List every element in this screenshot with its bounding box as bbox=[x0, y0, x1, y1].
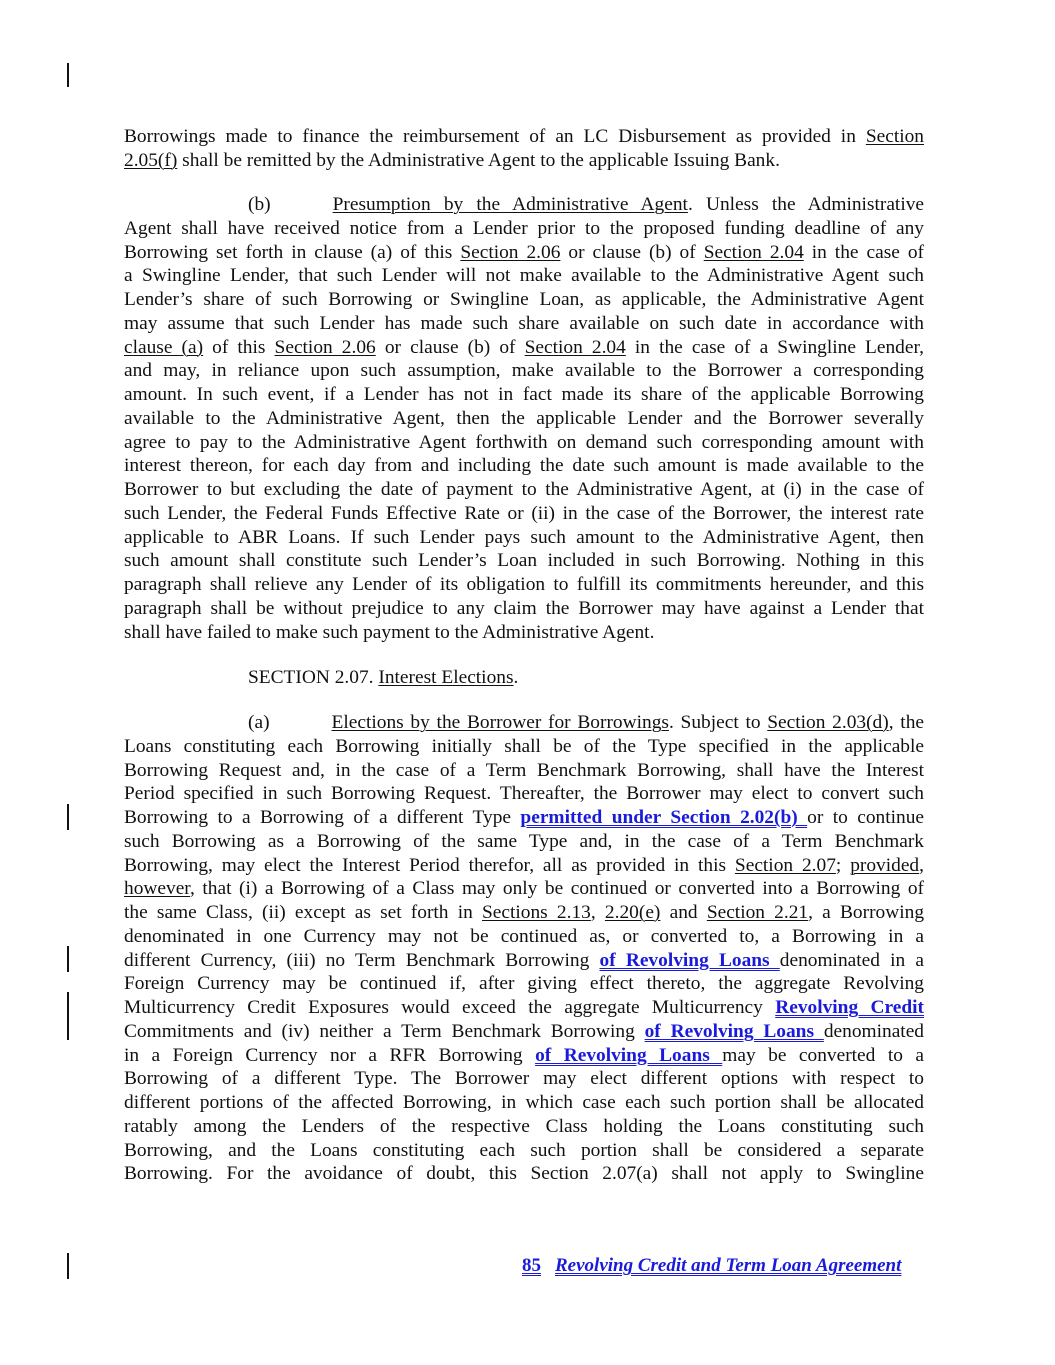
text-run: Borrowing, may elect the Interest Period therefor, all as provided in this bbox=[124, 854, 735, 876]
section-reference: clause (a) bbox=[124, 336, 204, 358]
section-reference: 2.20(e) bbox=[604, 902, 661, 923]
text-line: Borrowing. For the avoidance of doubt, this Section 2.07(a) shall not apply to Swingline bbox=[124, 1163, 924, 1185]
text-run: or to continue bbox=[807, 807, 924, 828]
section-reference: Sections 2.13 bbox=[482, 902, 591, 923]
inserted-text-link[interactable]: of Revolving Loans bbox=[644, 1020, 824, 1042]
text-run: Multicurrency Credit Exposures would exceed the aggregate Multicurrency bbox=[124, 997, 776, 1018]
text-run: . bbox=[513, 667, 519, 688]
paragraph-b bbox=[124, 193, 924, 644]
clause-label: (b) bbox=[248, 194, 271, 215]
text-line: such amount shall constitute such Lender’s Loan included in such Borrowing. Nothing in this bbox=[124, 550, 924, 572]
text-run: in a Foreign Currency nor a RFR Borrowing bbox=[124, 1044, 536, 1066]
text-line: different portions of the affected Borrowing, in which case each such portion shall be allocated bbox=[124, 1092, 924, 1113]
text-run: of this bbox=[203, 336, 275, 358]
inserted-text-link[interactable]: of Revolving Loans bbox=[535, 1044, 723, 1066]
change-bar bbox=[67, 1253, 69, 1279]
text-line: ratably among the Lenders of the respective Class holding the Loans constituting such bbox=[124, 1115, 924, 1137]
text-run: Commitments and (iv) neither a Term Benchmark Borrowing bbox=[124, 1020, 645, 1042]
text-run: Borrowing set forth in clause (a) of this bbox=[124, 241, 461, 263]
text-line: shall have failed to make such payment to the Administrative Agent. bbox=[124, 621, 655, 643]
text-line: a Swingline Lender, that such Lender will not make available to the Administrative Agent such bbox=[124, 265, 924, 287]
section-heading bbox=[124, 666, 924, 690]
defined-term: however bbox=[124, 878, 190, 900]
text-run: shall be remitted by the Administrative Agent to the applicable Issuing Bank. bbox=[177, 149, 780, 171]
text-run: or clause (b) of bbox=[375, 336, 525, 358]
inserted-text-link[interactable]: Revolving Credit bbox=[775, 997, 924, 1018]
clause-label: (a) bbox=[248, 712, 270, 733]
change-bar bbox=[67, 804, 69, 830]
text-run: may be converted to a bbox=[722, 1044, 924, 1066]
text-run: , the bbox=[888, 712, 924, 733]
text-line: paragraph shall be without prejudice to any claim the Borrower may have against a Lender that bbox=[124, 597, 924, 619]
inserted-text-link[interactable]: of Revolving Loans bbox=[599, 949, 780, 971]
text-line: such Lender, the Federal Funds Effective Rate or (ii) in the case of the Borrower, the interest rate bbox=[124, 502, 924, 524]
defined-term: provided bbox=[850, 854, 920, 876]
text-run: Borrowings made to finance the reimbursement of an LC Disbursement as provided in bbox=[124, 126, 866, 147]
section-number: SECTION 2.07. bbox=[248, 667, 379, 688]
section-reference: Section 2.03(d) bbox=[767, 712, 889, 733]
carryover-paragraph bbox=[124, 125, 924, 173]
text-run: , bbox=[590, 902, 605, 923]
text-run: , bbox=[919, 854, 924, 876]
text-line: Period specified in such Borrowing Request. Thereafter, the Borrower may elect to convert such bbox=[124, 783, 924, 805]
text-line: Borrowing, and the Loans constituting each such portion shall be considered a separate bbox=[124, 1139, 924, 1161]
section-reference: Section 2.06 bbox=[460, 241, 561, 263]
text-line: Foreign Currency may be continued if, after giving effect thereto, the aggregate Revolving bbox=[124, 973, 924, 995]
section-reference: Section 2.04 bbox=[703, 241, 804, 263]
text-line: applicable to ABR Loans. If such Lender pays such amount to the Administrative Agent, then bbox=[124, 526, 924, 548]
text-line: paragraph shall relieve any Lender of its obligation to fulfill its commitments hereunder, and this bbox=[124, 574, 924, 595]
text-line: Agent shall have received notice from a Lender prior to the proposed funding deadline of any bbox=[124, 217, 924, 239]
text-line: Borrower to but excluding the date of payment to the Administrative Agent, at (i) in the case of bbox=[124, 479, 924, 500]
change-bar bbox=[67, 946, 69, 972]
section-reference: Section 2.07 bbox=[734, 854, 836, 876]
text-run: in the case of a Swingline Lender, bbox=[625, 336, 925, 358]
text-run: the same Class, (ii) except as set forth in bbox=[124, 902, 482, 923]
text-run: or clause (b) of bbox=[560, 241, 704, 263]
text-line: such Borrowing as a Borrowing of the same Type and, in the case of a Term Benchmark bbox=[124, 830, 924, 852]
text-line: may assume that such Lender has made such share available on such date in accordance with bbox=[124, 312, 924, 334]
text-run: Borrowing to a Borrowing of a different Type bbox=[124, 807, 521, 828]
text-line: agree to pay to the Administrative Agent forthwith on demand such corresponding amount with bbox=[124, 431, 924, 453]
section-reference: Section bbox=[865, 126, 924, 147]
text-run: , a Borrowing bbox=[808, 902, 925, 923]
text-line: denominated in one Currency may not be continued as, or converted to, a Borrowing in a bbox=[124, 925, 924, 947]
section-reference: Section 2.21 bbox=[706, 902, 809, 923]
clause-heading: Elections by the Borrower for Borrowings bbox=[331, 712, 669, 733]
text-line: available to the Administrative Agent, then the applicable Lender and the Borrower severally bbox=[124, 407, 924, 429]
document-title-link[interactable]: Revolving Credit and Term Loan Agreement bbox=[555, 1255, 902, 1276]
section-reference: Section 2.04 bbox=[524, 336, 626, 358]
inserted-text-link[interactable]: permitted under Section 2.02(b) bbox=[520, 807, 808, 828]
text-line: amount. In such event, if a Lender has not in fact made its share of the applicable Borrowing bbox=[124, 384, 924, 405]
text-run: and bbox=[660, 902, 707, 923]
section-title: Interest Elections bbox=[378, 667, 514, 688]
text-line: Borrowing of a different Type. The Borrower may elect different options with respect to bbox=[124, 1068, 924, 1090]
text-line: interest thereon, for each day from and including the date such amount is made available to the bbox=[124, 455, 924, 477]
text-line: Loans constituting each Borrowing initially shall be of the Type specified in the applicable bbox=[124, 735, 924, 757]
change-bar bbox=[67, 63, 69, 87]
text-run: different Currency, (iii) no Term Benchmark Borrowing bbox=[124, 949, 600, 971]
text-line: Lender’s share of such Borrowing or Swingline Loan, as applicable, the Administrative Agent bbox=[124, 289, 924, 310]
text-run: ; bbox=[835, 854, 851, 876]
page-number[interactable]: 85 bbox=[522, 1255, 541, 1276]
text-line: and may, in reliance upon such assumption, make available to the Borrower a corresponding bbox=[124, 360, 924, 382]
text-run: . Subject to bbox=[668, 712, 768, 733]
text-line: Borrowing Request and, in the case of a Term Benchmark Borrowing, shall have the Interest bbox=[124, 759, 924, 781]
section-reference: Section 2.06 bbox=[274, 336, 376, 358]
change-bar bbox=[67, 992, 69, 1040]
text-run: denominated bbox=[823, 1020, 924, 1042]
text-run: , that (i) a Borrowing of a Class may only be continued or converted into a Borrowing of bbox=[189, 878, 924, 900]
clause-heading: Presumption by the Administrative Agent bbox=[332, 194, 688, 215]
text-run: denominated in a bbox=[779, 949, 924, 971]
paragraph-a bbox=[124, 711, 924, 1186]
text-run: in the case of bbox=[803, 241, 924, 263]
section-reference: 2.05(f) bbox=[124, 149, 178, 171]
page-footer bbox=[522, 1255, 901, 1277]
text-run: . Unless the Administrative bbox=[687, 194, 925, 215]
